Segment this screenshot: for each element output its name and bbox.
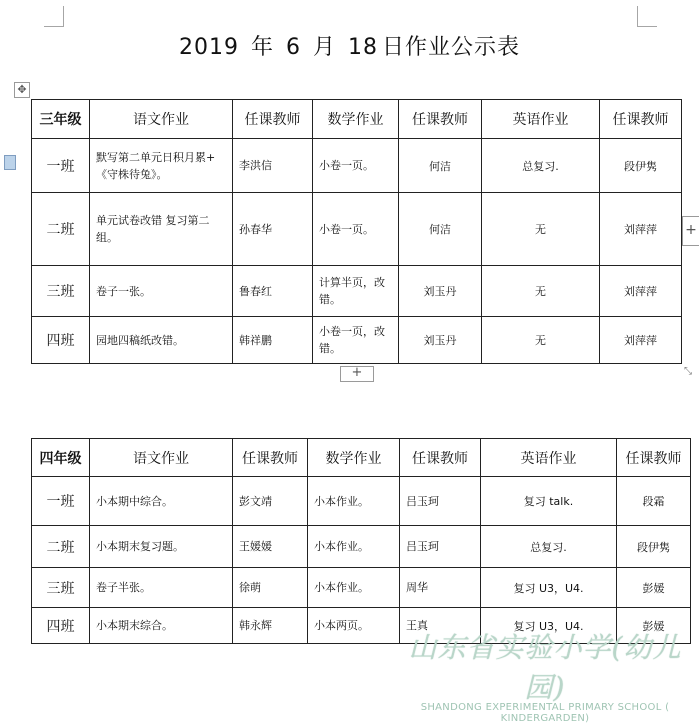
table-row: [32, 568, 691, 608]
english-homework: 无: [482, 266, 600, 317]
math-teacher: 吕玉珂: [400, 477, 481, 526]
chinese-teacher: 鲁春红: [233, 266, 313, 317]
class-name: 二班: [32, 526, 90, 568]
chinese-homework: 小本期末复习题。: [90, 526, 233, 568]
table-row: [32, 139, 682, 193]
math-homework: 小卷一页。: [313, 139, 399, 193]
english-homework: 总复习.: [482, 139, 600, 193]
english-homework: 无: [482, 317, 600, 364]
table-row: [32, 477, 691, 526]
header-teacher: 任课教师: [233, 100, 313, 139]
chinese-homework: 园地四稿纸改错。: [90, 317, 233, 364]
add-row-button[interactable]: +: [340, 366, 374, 382]
english-homework: 复习 U3，U4.: [481, 608, 617, 644]
header-teacher: 任课教师: [400, 439, 481, 477]
math-teacher: 周华: [400, 568, 481, 608]
chinese-teacher: 韩永辉: [233, 608, 308, 644]
english-homework: 总复习.: [481, 526, 617, 568]
chinese-homework: 单元试卷改错 复习第二组。: [90, 193, 233, 266]
math-homework: 小本两页。: [308, 608, 400, 644]
title-year: 2019: [178, 35, 239, 60]
english-teacher: 刘萍萍: [600, 193, 682, 266]
header-teacher: 任课教师: [399, 100, 482, 139]
chinese-homework: 卷子一张。: [90, 266, 233, 317]
chinese-teacher: 韩祥鹏: [233, 317, 313, 364]
title-day: 18: [348, 35, 378, 60]
chinese-homework: 小本期末综合。: [90, 608, 233, 644]
class-name: 一班: [32, 477, 90, 526]
chinese-teacher: 王媛媛: [233, 526, 308, 568]
chinese-teacher: 孙春华: [233, 193, 313, 266]
header-chinese: 语文作业: [90, 439, 233, 477]
header-math: 数学作业: [308, 439, 400, 477]
math-homework: 小卷一页。: [313, 193, 399, 266]
table-resize-handle-icon[interactable]: ⤡: [684, 366, 692, 377]
header-math: 数学作业: [313, 100, 399, 139]
chinese-teacher: 李洪信: [233, 139, 313, 193]
chinese-homework: 小本期中综合。: [90, 477, 233, 526]
class-name: 四班: [32, 317, 90, 364]
english-teacher: 段伊隽: [600, 139, 682, 193]
math-teacher: 何洁: [399, 139, 482, 193]
class-name: 四班: [32, 608, 90, 644]
class-name: 一班: [32, 139, 90, 193]
math-teacher: 刘玉丹: [399, 317, 482, 364]
table-header-row: [32, 439, 691, 477]
grade4-homework-table: [31, 438, 691, 644]
math-homework: 小本作业。: [308, 477, 400, 526]
english-teacher: 刘萍萍: [600, 317, 682, 364]
school-watermark: [395, 626, 695, 724]
chinese-teacher: 徐萌: [233, 568, 308, 608]
english-teacher: 彭媛: [617, 608, 691, 644]
chinese-teacher: 彭文靖: [233, 477, 308, 526]
page-corner-mark-top-right: [637, 6, 657, 27]
english-teacher: 段伊隽: [617, 526, 691, 568]
english-homework: 无: [482, 193, 600, 266]
header-chinese: 语文作业: [90, 100, 233, 139]
header-english: 英语作业: [481, 439, 617, 477]
english-teacher: 彭媛: [617, 568, 691, 608]
class-name: 三班: [32, 266, 90, 317]
watermark-chinese: 山东省实验小学(幼儿园): [408, 631, 682, 704]
math-homework: 小本作业。: [308, 526, 400, 568]
english-homework: 复习 talk.: [481, 477, 617, 526]
table-row: [32, 317, 682, 364]
header-teacher: 任课教师: [233, 439, 308, 477]
table-row: [32, 266, 682, 317]
header-teacher: 任课教师: [600, 100, 682, 139]
grade3-homework-table: [31, 99, 682, 364]
table-row: [32, 526, 691, 568]
grade-label: 三年级: [32, 100, 90, 139]
title-month: 6: [285, 35, 301, 60]
math-teacher: 刘玉丹: [399, 266, 482, 317]
english-teacher: 段霜: [617, 477, 691, 526]
chinese-homework: 默写第二单元日积月累+《守株待兔》。: [90, 139, 233, 193]
math-homework: 小本作业。: [308, 568, 400, 608]
header-teacher: 任课教师: [617, 439, 691, 477]
table-row: [32, 193, 682, 266]
class-name: 三班: [32, 568, 90, 608]
grade-label: 四年级: [32, 439, 90, 477]
math-homework: 小卷一页，改错。: [313, 317, 399, 364]
english-homework: 复习 U3，U4.: [481, 568, 617, 608]
table-move-handle-icon[interactable]: ✥: [14, 82, 30, 98]
math-teacher: 何洁: [399, 193, 482, 266]
page-corner-mark-top-left: [44, 6, 64, 27]
math-teacher: 吕玉珂: [400, 526, 481, 568]
header-english: 英语作业: [482, 100, 600, 139]
english-teacher: 刘萍萍: [600, 266, 682, 317]
document-options-icon[interactable]: [4, 155, 16, 169]
table-header-row: [32, 100, 682, 139]
title-year-char: 年: [250, 35, 274, 60]
math-homework: 计算半页，改错。: [313, 266, 399, 317]
title-rest: 日作业公示表: [382, 35, 521, 60]
title-month-char: 月: [312, 35, 336, 60]
chinese-homework: 卷子半张。: [90, 568, 233, 608]
math-teacher: 王真: [400, 608, 481, 644]
watermark-english: SHANDONG EXPERIMENTAL PRIMARY SCHOOL ( KINDERGARDEN): [420, 702, 670, 724]
document-title: [0, 30, 699, 61]
class-name: 二班: [32, 193, 90, 266]
add-column-button[interactable]: +: [682, 216, 699, 246]
